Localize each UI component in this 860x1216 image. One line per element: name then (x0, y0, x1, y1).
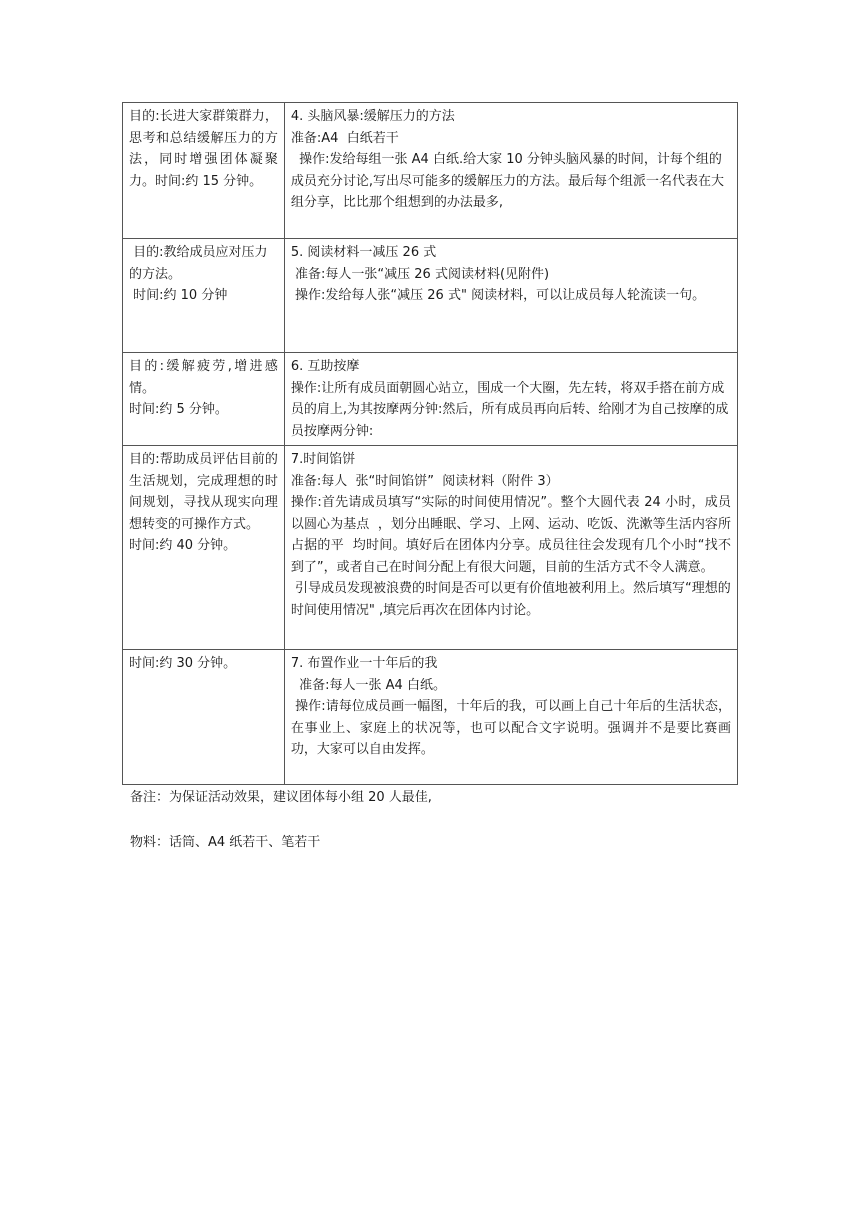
materials-note: 物料：话筒、A4 纸若干、笔若干 (130, 835, 321, 850)
purpose-cell (123, 353, 285, 446)
purpose-text: 目的:教给成员应对压力的方法。 (129, 245, 268, 282)
step-preparation: 准备:A4 白纸若干 (290, 130, 399, 146)
purpose-cell (123, 650, 285, 785)
activity-plan-table (122, 102, 738, 785)
table-row (123, 650, 738, 785)
step-title: 4. 头脑风暴:缓解压力的方法 (290, 109, 455, 124)
step-preparation: 准备:每人一张“减压 26 式阅读材料(见附件) (290, 266, 550, 282)
table-row (123, 353, 738, 446)
purpose-text: 目的:长进大家群策群力，思考和总结缓解压力的方法，同时增强团体凝聚力。时间:约 15 分钟。 (129, 109, 278, 189)
procedure-cell (284, 650, 737, 785)
step-preparation: 准备:每人一张 A4 白纸。 (290, 677, 446, 693)
purpose-text: 目的:帮助成员评估目前的生活规划，完成理想的时间规划，寻找从现实向理想转变的可操作方式。 (129, 452, 278, 532)
step-title: 7.时间馅饼 (290, 452, 356, 467)
step-operation: 操作:发给每人张“减压 26 式" 阅读材料，可以让成员每人轮流读一句。 (290, 288, 706, 303)
duration-text: 时间:约 5 分钟。 (129, 402, 228, 417)
table-row (123, 103, 738, 239)
table-row (123, 239, 738, 353)
table-row (123, 446, 738, 650)
step-guidance: 引导成员发现被浪费的时间是否可以更有价值地被利用上。然后填写“理想的时间使用情况" ,填完后再次在团体内讨论。 (290, 581, 731, 618)
step-title: 7. 布置作业一十年后的我 (290, 656, 438, 671)
purpose-cell (123, 446, 285, 650)
step-operation: 操作:发给每组一张 A4 白纸.给大家 10 分钟头脑风暴的时间，计每个组的成员充分讨论,写出尽可能多的缓解压力的方法。最后每个组派一名代表在大组分享，比比那个组想到的办法最多, (290, 152, 725, 210)
duration-text: 时间:约 10 分钟 (129, 288, 228, 303)
purpose-cell (123, 103, 285, 239)
step-title: 6. 互助按摩 (290, 359, 360, 374)
duration-text: 时间:约 30 分钟。 (129, 656, 237, 671)
purpose-text: 目的:缓解疲劳,增进感情。 (129, 359, 278, 396)
procedure-cell (284, 353, 737, 446)
step-title: 5. 阅读材料一减压 26 式 (290, 245, 437, 260)
procedure-cell (284, 446, 737, 650)
remark-note: 备注：为保证活动效果，建议团体每小组 20 人最佳, (130, 790, 432, 805)
step-preparation: 准备:每人 张“时间馅饼” 阅读材料（附件 3） (290, 473, 559, 489)
step-operation: 操作:让所有成员面朝圆心站立，围成一个大圈，先左转，将双手搭在前方成 员的肩上,为其按摩两分钟:然后，所有成员再向后转、给刚才为自己按摩的成员按摩两分钟: (290, 380, 733, 439)
step-operation: 操作:请每位成员画一幅图，十年后的我，可以画上自己十年后的生活状态，在事业上、家庭上的状况等，也可以配合文字说明。强调并不是要比赛画功，大家可以自由发挥。 (290, 699, 731, 757)
duration-text: 时间:约 40 分钟。 (129, 538, 237, 553)
step-operation: 操作:首先请成员填写“实际的时间使用情况”。整个大圆代表 24 小时，成员以圆心为基点 ，划分出睡眠、学习、上网、运动、吃饭、洗漱等生活内容所占据的平 均时间。填好后在团体内分享。成员往往会发现有几个小时“找不到了”，或者自己在时间分配上有很大问题，目前的生活方式不令人满意。 (290, 495, 731, 575)
procedure-cell (284, 239, 737, 353)
procedure-cell (284, 103, 737, 239)
purpose-cell (123, 239, 285, 353)
